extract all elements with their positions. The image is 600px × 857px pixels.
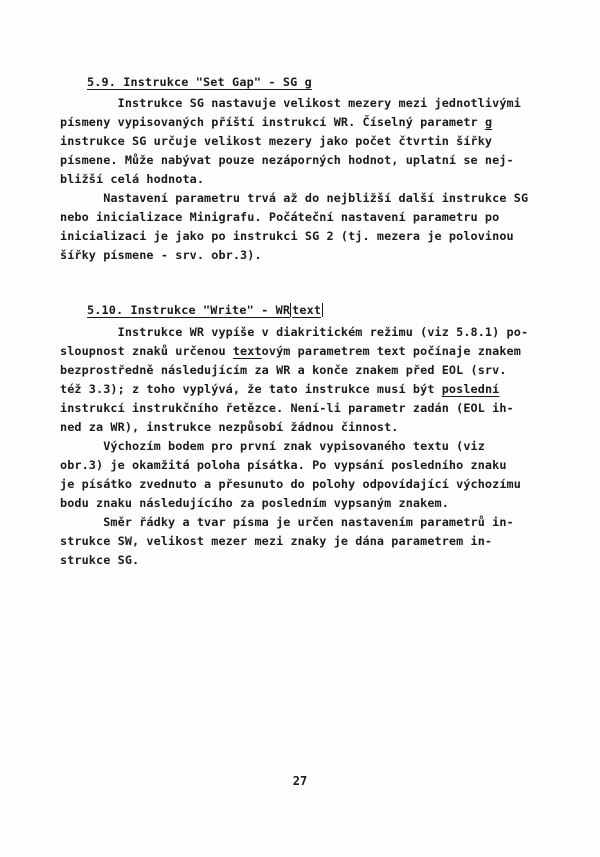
- paragraph-line: Výchozím bodem pro první znak vypisovaného textu (viz: [60, 439, 485, 453]
- paragraph-line: šířky písmene - srv. obr.3).: [60, 248, 262, 262]
- paragraph-line: bodu znaku následujícího za posledním vypsaným znakem.: [60, 496, 449, 510]
- paragraph-line: instrukcí instrukčního řetězce. Není-li parametr zadán (EOL ih-: [60, 401, 514, 415]
- paragraph-line: písmeny vypisovaných příští instrukcí WR. Číselný parametr g: [60, 115, 493, 129]
- paragraph-line: obr.3) je okamžitá poloha písátka. Po vypsání posledního znaku: [60, 458, 507, 472]
- paragraph-line: Nastavení parametru trvá až do nejbližší další instrukce SG: [60, 191, 529, 205]
- paragraph-line: je písátko zvednuto a přesunuto do polohy odpovídající výchozímu: [60, 477, 521, 491]
- paragraph-line: Instrukce SG nastavuje velikost mezery mezi jednotlivými: [60, 96, 521, 110]
- paragraph-line: strukce SW, velikost mezer mezi znaky je dána parametrem in-: [60, 534, 493, 548]
- paragraph-line: písmene. Může nabývat pouze nezáporných hodnot, uplatní se nej-: [60, 153, 514, 167]
- paragraph-line: strukce SG.: [60, 553, 140, 567]
- paragraph-line: Instrukce WR vypíše v diakritickém režimu (viz 5.8.1) po-: [60, 325, 529, 339]
- paragraph-line: bezprostředně následujícím za WR a konče znakem před EOL (srv.: [60, 363, 507, 377]
- paragraph-line: inicializaci je jako po instrukci SG 2 (tj. mezera je polovinou: [60, 229, 514, 243]
- paragraph-line: sloupnost znaků určenou textovým parametrem text počínaje znakem: [60, 344, 521, 358]
- page-number: 27: [292, 774, 308, 788]
- paragraph-line: nebo inicializace Minigrafu. Počáteční nastavení parametru po: [60, 210, 500, 224]
- section-5-9-title: 5.9. Instrukce "Set Gap" - SG g: [87, 75, 312, 89]
- section-5-10-title-prefix: 5.10. Instrukce "Write" - WR: [87, 303, 291, 317]
- paragraph-line: ned za WR), instrukce nezpůsobí žádnou činnost.: [60, 420, 399, 434]
- section-5-10-param: text: [292, 303, 322, 317]
- paragraph-line: Směr řádky a tvar písma je určen nastavením parametrů in-: [60, 515, 514, 529]
- paragraph-line: bližší celá hodnota.: [60, 172, 205, 186]
- paragraph-line: též 3.3); z toho vyplývá, že tato instrukce musí být poslední: [60, 382, 500, 396]
- paragraph-line: instrukce SG určuje velikost mezery jako počet čtvrtin šířky: [60, 134, 493, 148]
- section-5-10-title: [87, 303, 323, 317]
